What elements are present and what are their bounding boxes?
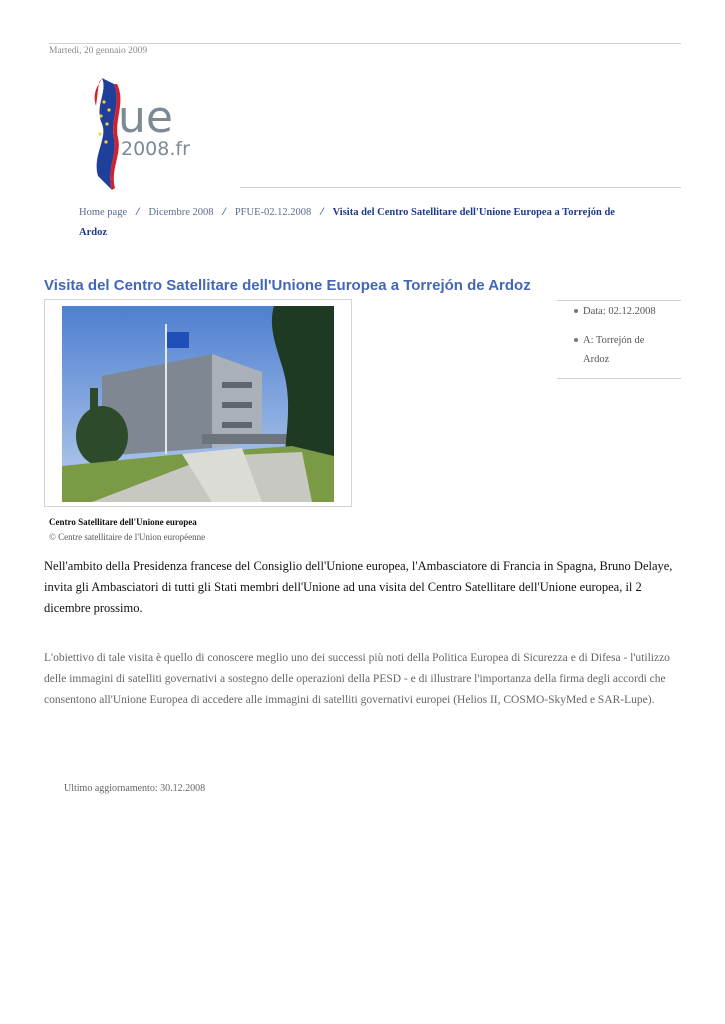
last-updated: Ultimo aggiornamento: 30.12.2008 (64, 783, 206, 794)
satellite-centre-photo (62, 306, 334, 502)
event-date: Data: 02.12.2008 (583, 306, 656, 317)
event-place-line1: A: Torrejón de (583, 335, 645, 346)
bullet-icon (574, 338, 578, 342)
breadcrumb-event[interactable]: PFUE-02.12.2008 (234, 207, 312, 218)
event-date-item (583, 302, 679, 321)
breadcrumb-divider (240, 187, 681, 188)
breadcrumb-current-cont: Ardoz (79, 227, 107, 238)
page-date: Martedì, 20 gennaio 2009 (49, 46, 148, 56)
breadcrumb-home[interactable]: Home page (79, 207, 128, 218)
breadcrumb-separator: / (222, 204, 226, 218)
event-place-item-cont (583, 350, 679, 369)
top-divider (49, 43, 681, 44)
event-place-line2: Ardoz (583, 354, 610, 365)
article-title: Visita del Centro Satellitare dell'Unione Europea a Torrejón de Ardoz (44, 277, 531, 294)
breadcrumb-separator: / (136, 204, 140, 218)
ue2008-logo[interactable] (88, 72, 200, 192)
logo-2008-text: 2008.fr (121, 138, 190, 160)
bullet-icon (574, 309, 578, 313)
breadcrumb-month[interactable]: Dicembre 2008 (148, 207, 214, 218)
photo-caption-title: Centro Satellitare dell'Unione europea (49, 517, 197, 527)
breadcrumb-current: Visita del Centro Satellitare dell'Unione Europea a Torrejón de (332, 207, 615, 218)
breadcrumb (79, 201, 669, 243)
logo-ue-text: ue (118, 92, 173, 143)
event-info-box (557, 300, 681, 379)
article-paragraph-1: Nell'ambito della Presidenza francese del Consiglio dell'Unione europea, l'Ambasciatore di Francia in Spagna, Bruno Delaye, invita gli Ambasciatori di tutti gli Stati membri dell'Unione ad una visita del Centro Satellitare dell'Unione europea, il 2 dicembre prossimo. (44, 559, 673, 615)
article-paragraph-2: L'obiettivo di tale visita è quello di conoscere meglio uno dei successi più noti della Politica Europea di Sicurezza e di Difesa - l'utilizzo delle immagini di satelliti governativi a sostegno delle operazioni della PESD - e di illustrare l'importanza della firma degli accordi che consentono all'Unione Europea di accedere alle immagini di satelliti governativi europei (Helios II, COSMO-SkyMed e SAR-Lupe). (44, 652, 670, 706)
event-place-item (583, 331, 679, 350)
breadcrumb-separator: / (320, 204, 324, 218)
photo-caption-credit: © Centre satellitaire de l'Union européenne (49, 532, 206, 542)
